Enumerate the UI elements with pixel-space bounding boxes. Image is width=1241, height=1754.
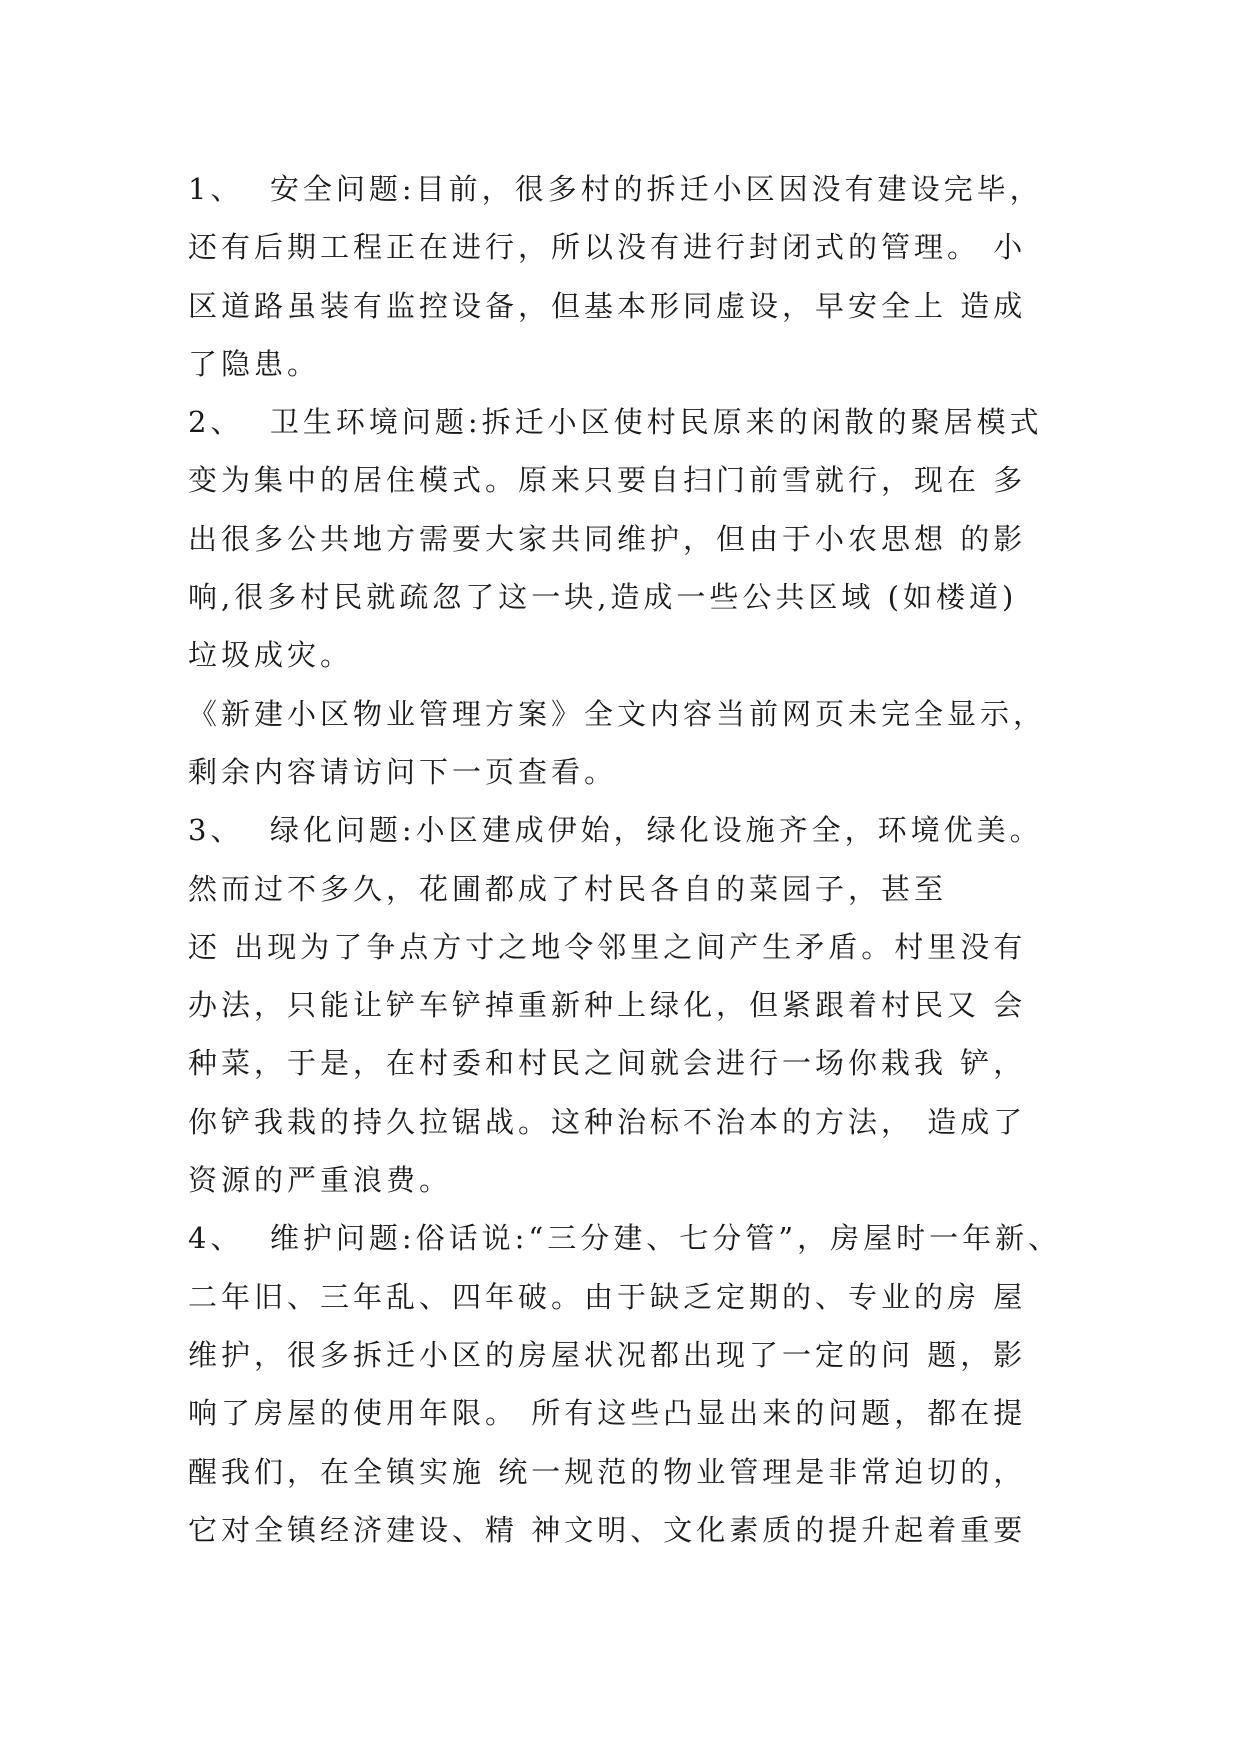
notice-line: 剩余内容请访问下一页查看。: [188, 754, 618, 789]
text-line: 办法，只能让铲车铲掉重新种上绿化，但紧跟着村民又 会: [188, 988, 1027, 1023]
text-line: 然而过不多久，花圃都成了村民各自的菜园子，甚至: [188, 871, 948, 906]
text-line: 垃圾成灾。: [188, 638, 354, 673]
text-line: 4、 维护问题:俗话说:“三分建、七分管”，房屋时一年新、: [188, 1221, 1062, 1256]
text-line: 还 出现为了争点方寸之地令邻里之间产生矛盾。村里没有: [188, 929, 1027, 964]
document-body: [188, 160, 1088, 1559]
text-line: 资源的严重浪费。: [188, 1163, 453, 1198]
text-line: 还有后期工程正在进行，所以没有进行封闭式的管理。 小: [188, 230, 1027, 265]
text-line: 你铲我栽的持久拉锯战。这种治标不治本的方法， 造成了: [188, 1104, 1027, 1139]
notice-line: 《新建小区物业管理方案》全文内容当前网页未完全显示，: [188, 696, 1047, 731]
text-line: 了隐患。: [188, 346, 321, 381]
text-line: 区道路虽装有监控设备，但基本形同虚设，早安全上 造成: [188, 288, 1027, 323]
text-line: 2、 卫生环境问题:拆迁小区使村民原来的闲散的聚居模式: [188, 405, 1043, 440]
text-line: 它对全镇经济建设、精 神文明、文化素质的提升起着重要: [188, 1512, 1027, 1547]
text-line: 维护，很多拆迁小区的房屋状况都出现了一定的问 题，影: [188, 1337, 1027, 1372]
text-line: 醒我们，在全镇实施 统一规范的物业管理是非常迫切的，: [188, 1454, 1027, 1489]
text-line: 种菜，于是，在村委和村民之间就会进行一场你栽我 铲，: [188, 1046, 1027, 1081]
text-line: 响,很多村民就疏忽了这一块,造成一些公共区域 (如楼道): [188, 580, 1018, 615]
text-line: 二年旧、三年乱、四年破。由于缺乏定期的、专业的房 屋: [188, 1279, 1027, 1314]
text-line: 变为集中的居住模式。原来只要自扫门前雪就行，现在 多: [188, 463, 1027, 498]
text-line: 1、 安全问题:目前，很多村的拆迁小区因没有建设完毕，: [188, 172, 1043, 206]
text-line: 3、 绿化问题:小区建成伊始，绿化设施齐全，环境优美。: [188, 813, 1043, 848]
text-line: 出很多公共地方需要大家共同维护，但由于小农思想 的影: [188, 521, 1027, 556]
text-line: 响了房屋的使用年限。 所有这些凸显出来的问题，都在提: [188, 1396, 1027, 1431]
